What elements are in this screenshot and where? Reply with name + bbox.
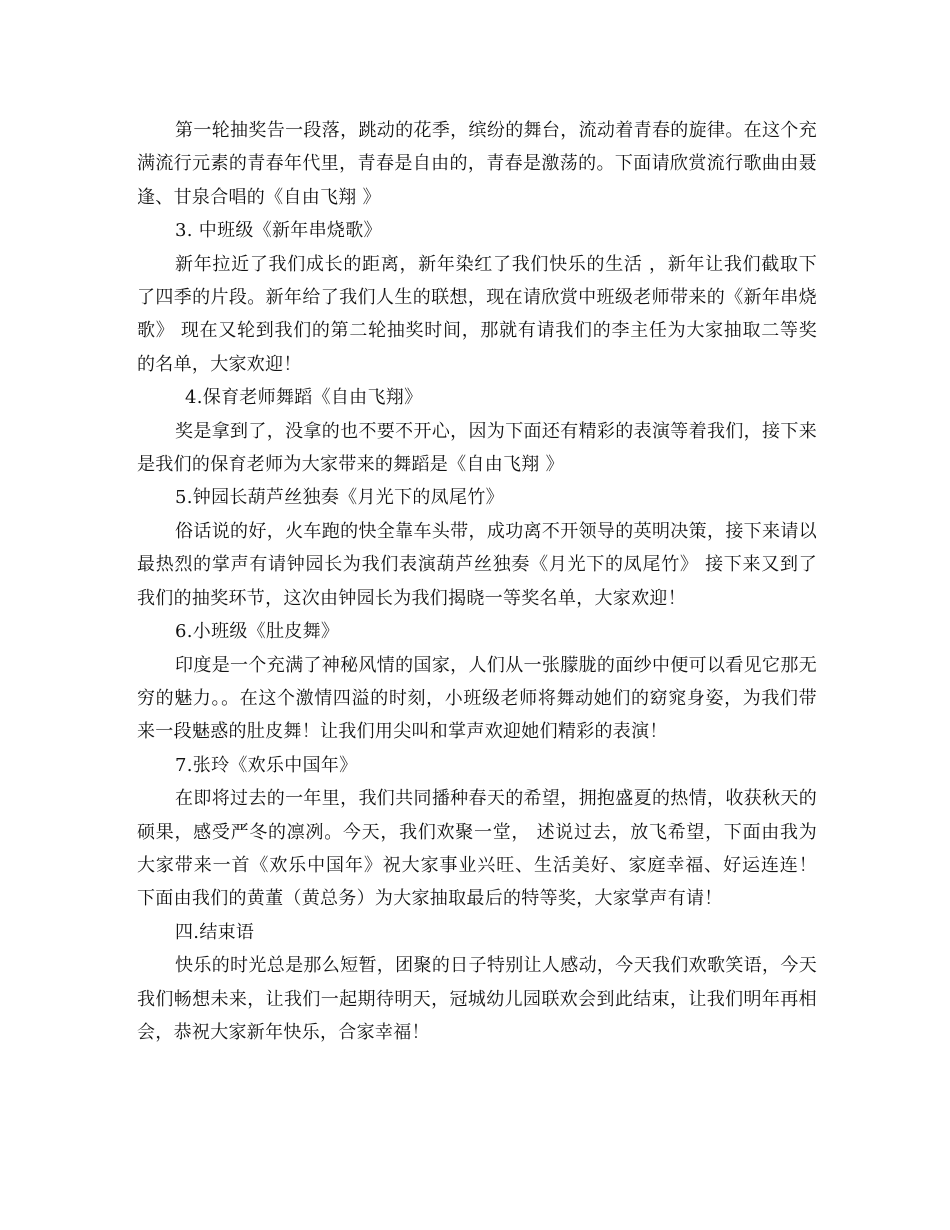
paragraph-lottery-round-one: 第一轮抽奖告一段落，跳动的花季，缤纷的舞台，流动着青春的旋律。在这个充满流行元素的青春年代里，青春是自由的，青春是激荡的。下面请欣赏流行歌曲由聂逢、甘泉合唱的《自由飞翔 》 xyxy=(137,120,817,208)
heading-item-7: 7.张玲《欢乐中国年》 xyxy=(175,754,358,776)
heading-closing-remarks: 四.结束语 xyxy=(175,921,255,943)
paragraph-belly-dance: 印度是一个充满了神秘风情的国家，人们从一张朦胧的面纱中便可以看见它那无穷的魅力。。在这个激情四溢的时刻，小班级老师将舞动她们的窈窕身姿，为我们带来一段魅惑的肚皮舞！让我们用尖叫和掌声欢迎她们精彩的表演！ xyxy=(137,654,817,743)
paragraph-new-year-medley: 新年拉近了我们成长的距离，新年染红了我们快乐的生活 ，新年让我们截取下了四季的片段。新年给了我们人生的联想，现在请欣赏中班级老师带来的《新年串烧歌》 现在又轮到我们的第二轮抽奖时间，那就有请我们的李主任为大家抽取二等奖的名单，大家欢迎！ xyxy=(137,253,817,375)
paragraph-hulusi-solo: 俗话说的好，火车跑的快全靠车头带，成功离不开领导的英明决策，接下来请以最热烈的掌声有请钟园长为我们表演葫芦丝独奏《月光下的凤尾竹》 接下来又到了我们的抽奖环节，这次由钟园长为我们揭晓一等奖名单，大家欢迎！ xyxy=(137,520,817,609)
document-body xyxy=(137,114,817,1049)
heading-item-5: 5.钟园长葫芦丝独奏《月光下的凤尾竹》 xyxy=(175,487,504,509)
paragraph-joyful-china-year: 在即将过去的一年里，我们共同播种春天的希望，拥抱盛夏的热情，收获秋天的硕果，感受严冬的凛冽。今天，我们欢聚一堂， 述说过去，放飞希望，下面由我为大家带来一首《欢乐中国年》祝大家事业兴旺、生活美好、家庭幸福、好运连连！ 下面由我们的黄董（黄总务）为大家抽取最后的特等奖，大家掌声有请！ xyxy=(137,788,817,910)
heading-item-4: 4.保育老师舞蹈《自由飞翔》 xyxy=(185,387,423,409)
paragraph-caregiver-dance: 奖是拿到了，没拿的也不要不开心，因为下面还有精彩的表演等着我们，接下来是我们的保育老师为大家带来的舞蹈是《自由飞翔 》 xyxy=(137,420,817,476)
heading-item-6: 6.小班级《肚皮舞》 xyxy=(175,621,340,643)
heading-item-3: 3. 中班级《新年串烧歌》 xyxy=(175,220,382,242)
paragraph-closing: 快乐的时光总是那么短暂，团聚的日子特别让人感动，今天我们欢歌笑语，今天我们畅想未来，让我们一起期待明天，冠城幼儿园联欢会到此结束，让我们明年再相会，恭祝大家新年快乐，合家幸福！ xyxy=(137,955,817,1043)
